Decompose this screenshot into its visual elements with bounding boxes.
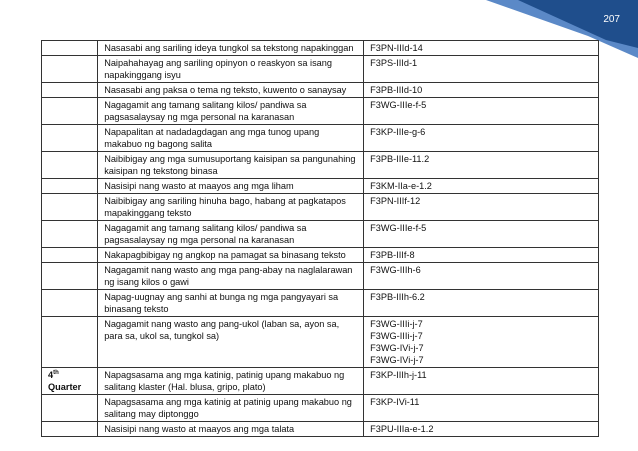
competency-code-cell bbox=[364, 248, 599, 263]
quarter-cell bbox=[42, 422, 98, 437]
curriculum-table-body bbox=[42, 41, 599, 437]
quarter-cell bbox=[42, 56, 98, 83]
table-row bbox=[42, 248, 599, 263]
table-row bbox=[42, 194, 599, 221]
competency-description: Nagagamit nang wasto ang pang-ukol (laban sa, ayon sa, para sa, ukol sa, tungkol sa) bbox=[98, 317, 364, 368]
competency-code-cell bbox=[364, 422, 599, 437]
competency-code: F3KP-IIIe-g-6 bbox=[370, 127, 426, 137]
competency-description: Nagagamit nang wasto ang mga pang-abay na naglalarawan ng isang kilos o gawi bbox=[98, 263, 364, 290]
quarter-cell bbox=[42, 290, 98, 317]
competency-code-cell bbox=[364, 368, 599, 395]
competency-description: Nagagamit ang tamang salitang kilos/ pandiwa sa pagsasalaysay ng mga personal na karanasan bbox=[98, 98, 364, 125]
competency-description: Napag-uugnay ang sanhi at bunga ng mga pangyayari sa binasang teksto bbox=[98, 290, 364, 317]
quarter-cell bbox=[42, 368, 98, 395]
quarter-ordinal: th bbox=[53, 369, 59, 376]
table-row bbox=[42, 41, 599, 56]
competency-code: F3WG-IIIi-j-7 bbox=[370, 319, 423, 329]
competency-code: F3WG-IIIi-j-7 bbox=[370, 331, 423, 341]
quarter-cell bbox=[42, 152, 98, 179]
quarter-cell bbox=[42, 41, 98, 56]
competency-code: F3PN-IIIf-12 bbox=[370, 196, 421, 206]
quarter-cell bbox=[42, 248, 98, 263]
table-row bbox=[42, 422, 599, 437]
competency-code: F3WG-IIIh-6 bbox=[370, 265, 421, 275]
competency-description: Nakapagbibigay ng angkop na pamagat sa binasang teksto bbox=[98, 248, 364, 263]
competency-code: F3PS-IIId-1 bbox=[370, 58, 418, 68]
competency-code-cell bbox=[364, 152, 599, 179]
competency-code: F3PU-IIIa-e-1.2 bbox=[370, 424, 434, 434]
competency-code: F3PB-IIIf-8 bbox=[370, 250, 415, 260]
competency-code: F3PN-IIId-14 bbox=[370, 43, 423, 53]
competency-description: Napagsasama ang mga katinig at patinig upang makabuo ng salitang may diptonggo bbox=[98, 395, 364, 422]
competency-code: F3PB-IIId-10 bbox=[370, 85, 423, 95]
table-row bbox=[42, 290, 599, 317]
competency-code: F3KM-IIa-e-1.2 bbox=[370, 181, 432, 191]
competency-code-cell bbox=[364, 125, 599, 152]
competency-code-cell bbox=[364, 263, 599, 290]
competency-code: F3KP-IVi-11 bbox=[370, 397, 420, 407]
competency-code: F3PB-IIIh-6.2 bbox=[370, 292, 425, 302]
curriculum-table bbox=[41, 40, 599, 437]
quarter-cell bbox=[42, 317, 98, 368]
table-row bbox=[42, 56, 599, 83]
quarter-cell bbox=[42, 395, 98, 422]
competency-code-cell bbox=[364, 98, 599, 125]
competency-code: F3WG-IIIe-f-5 bbox=[370, 100, 427, 110]
competency-code-cell bbox=[364, 41, 599, 56]
competency-description: Nagagamit ang tamang salitang kilos/ pandiwa sa pagsasalaysay ng mga personal na karanasan bbox=[98, 221, 364, 248]
competency-code: F3WG-IIIe-f-5 bbox=[370, 223, 427, 233]
table-row bbox=[42, 98, 599, 125]
page-number: 207 bbox=[603, 14, 620, 25]
table-row bbox=[42, 221, 599, 248]
competency-code: F3KP-IIIh-j-11 bbox=[370, 370, 427, 380]
competency-description: Napagsasama ang mga katinig, patinig upang makabuo ng salitang klaster (Hal. blusa, gripo, plato) bbox=[98, 368, 364, 395]
competency-code: F3WG-IVi-j-7 bbox=[370, 343, 424, 353]
competency-description: Naibibigay ang mga sumusuportang kaisipan sa pangunahing kaisipan ng tekstong binasa bbox=[98, 152, 364, 179]
quarter-cell bbox=[42, 263, 98, 290]
competency-description: Nasasabi ang paksa o tema ng teksto, kuwento o sanaysay bbox=[98, 83, 364, 98]
quarter-cell bbox=[42, 98, 98, 125]
competency-description: Nasisipi nang wasto at maayos ang mga talata bbox=[98, 422, 364, 437]
table-row bbox=[42, 83, 599, 98]
competency-code-cell bbox=[364, 83, 599, 98]
competency-code-cell bbox=[364, 317, 599, 368]
quarter-cell bbox=[42, 194, 98, 221]
table-row bbox=[42, 125, 599, 152]
competency-description: Nasasabi ang sariling ideya tungkol sa tekstong napakinggan bbox=[98, 41, 364, 56]
competency-code-cell bbox=[364, 56, 599, 83]
competency-description: Nasisipi nang wasto at maayos ang mga liham bbox=[98, 179, 364, 194]
competency-code-cell bbox=[364, 290, 599, 317]
quarter-cell bbox=[42, 125, 98, 152]
quarter-cell bbox=[42, 179, 98, 194]
table-row bbox=[42, 395, 599, 422]
competency-code-cell bbox=[364, 179, 599, 194]
table-row bbox=[42, 179, 599, 194]
table-row bbox=[42, 368, 599, 395]
table-row bbox=[42, 317, 599, 368]
competency-code-cell bbox=[364, 221, 599, 248]
competency-description: Napapalitan at nadadagdagan ang mga tunog upang makabuo ng bagong salita bbox=[98, 125, 364, 152]
competency-code: F3PB-IIIe-11.2 bbox=[370, 154, 430, 164]
quarter-label: Quarter bbox=[48, 382, 82, 392]
competency-description: Naibibigay ang sariling hinuha bago, habang at pagkatapos mapakinggang teksto bbox=[98, 194, 364, 221]
table-row bbox=[42, 152, 599, 179]
competency-description: Naipahahayag ang sariling opinyon o reaskyon sa isang napakinggang isyu bbox=[98, 56, 364, 83]
competency-code-cell bbox=[364, 395, 599, 422]
table-row bbox=[42, 263, 599, 290]
competency-code: F3WG-IVi-j-7 bbox=[370, 355, 424, 365]
quarter-cell bbox=[42, 83, 98, 98]
quarter-number: 4 bbox=[48, 370, 54, 380]
competency-code-cell bbox=[364, 194, 599, 221]
quarter-cell bbox=[42, 221, 98, 248]
